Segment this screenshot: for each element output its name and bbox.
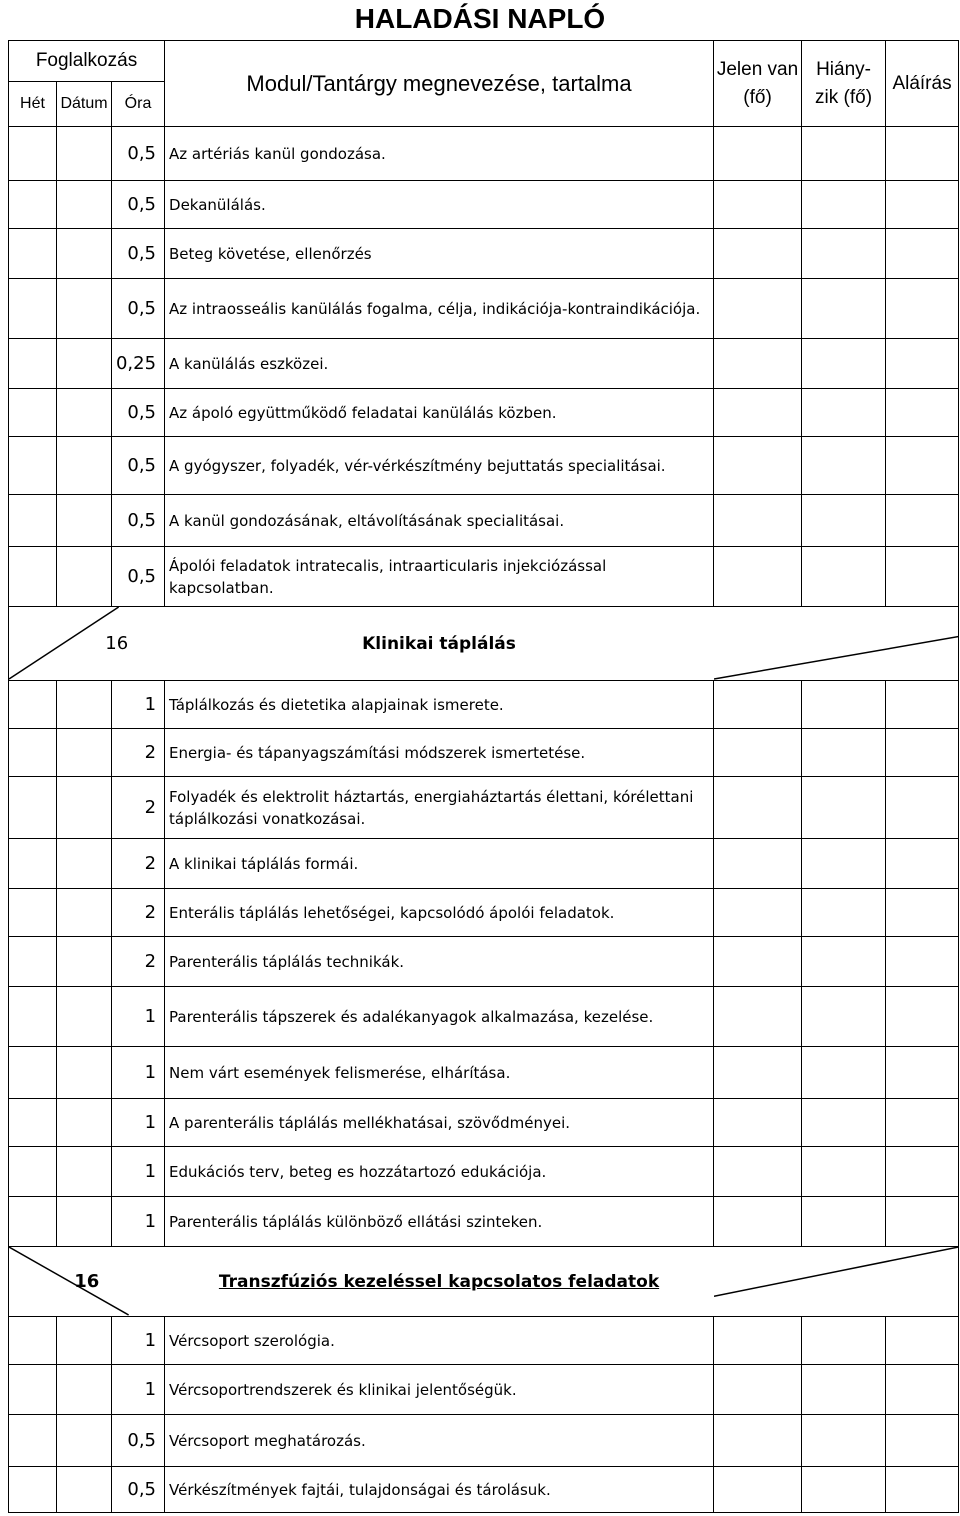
diagonal-line: [714, 607, 959, 680]
row-hours: 0,25: [112, 339, 165, 389]
table-row: [9, 729, 959, 777]
row-text: Energia- és tápanyagszámítási módszerek ismertetése.: [165, 729, 714, 777]
table-row: [9, 181, 959, 229]
row-hours: 0,5: [112, 437, 165, 495]
row-hours: 1: [112, 1147, 165, 1197]
header-hiany: [802, 41, 886, 127]
row-hours: 1: [112, 1197, 165, 1247]
row-hours: 0,5: [112, 127, 165, 181]
section-hours-cell: [9, 1247, 165, 1317]
row-hours: 0,5: [112, 389, 165, 437]
section-hours: 16: [74, 1271, 100, 1292]
table-row: [9, 279, 959, 339]
section-hours: 16: [105, 633, 129, 654]
table-row: [9, 1467, 959, 1513]
header-alairas: Aláírás: [886, 41, 959, 127]
row-hours: 1: [112, 987, 165, 1047]
row-hours: 0,5: [112, 495, 165, 547]
row-text: Táplálkozás és dietetika alapjainak ismerete.: [165, 681, 714, 729]
table-row: [9, 229, 959, 279]
table-row: [9, 987, 959, 1047]
row-hours: 2: [112, 937, 165, 987]
table-row: [9, 1317, 959, 1365]
row-text: A kanülálás eszközei.: [165, 339, 714, 389]
table-row: [9, 1415, 959, 1467]
table-row: [9, 937, 959, 987]
row-text: [165, 777, 714, 839]
row-hours: 2: [112, 839, 165, 889]
table-row: [9, 681, 959, 729]
row-text: A kanül gondozásának, eltávolításának specialitásai.: [165, 495, 714, 547]
table-row: [9, 889, 959, 937]
section-title: Klinikai táplálás: [165, 607, 714, 681]
row-text: Beteg követése, ellenőrzés: [165, 229, 714, 279]
header-foglalkozas: Foglalkozás: [9, 41, 165, 82]
section-hours-cell: [9, 607, 165, 681]
section-row: [9, 607, 959, 681]
row-text: A parenterális táplálás mellékhatásai, szövődményei.: [165, 1099, 714, 1147]
header-datum: Dátum: [57, 82, 112, 127]
section-title: Transzfúziós kezeléssel kapcsolatos feladatok: [165, 1247, 714, 1317]
row-text: Vércsoport meghatározás.: [165, 1415, 714, 1467]
row-hours: 1: [112, 1047, 165, 1099]
row-hours: 0,5: [112, 181, 165, 229]
row-text: Az intraosseális kanülálás fogalma, célja, indikációja-kontraindikációja.: [165, 279, 714, 339]
row-hours: 0,5: [112, 279, 165, 339]
table-row: [9, 777, 959, 839]
row-hours: 1: [112, 1317, 165, 1365]
table-row: [9, 1365, 959, 1415]
table-row: [9, 547, 959, 607]
row-hours: 1: [112, 1099, 165, 1147]
header-jelen-van-line1: Jelen van: [716, 58, 799, 80]
row-hours: 1: [112, 681, 165, 729]
row-text: Ápolói feladatok intratecalis, intraarticularis injekciózással kapcsolatban.: [165, 547, 714, 607]
header-jelen-van-line2: (fő): [743, 86, 772, 108]
row-text: Vércsoport szerológia.: [165, 1317, 714, 1365]
row-hours: 2: [112, 889, 165, 937]
header-row-1: [9, 41, 959, 82]
row-hours: 0,5: [112, 229, 165, 279]
section-right-cell: [714, 607, 959, 681]
header-jelen-van: [714, 41, 802, 127]
table-row: [9, 495, 959, 547]
table-row: [9, 1099, 959, 1147]
row-text: Enterális táplálás lehetőségei, kapcsolódó ápolói feladatok.: [165, 889, 714, 937]
table-row: [9, 1197, 959, 1247]
row-hours: 2: [112, 777, 165, 839]
row-text: A klinikai táplálás formái.: [165, 839, 714, 889]
header-het: Hét: [9, 82, 57, 127]
row-text: Nem várt események felismerése, elhárítása.: [165, 1047, 714, 1099]
row-text: Parenterális tápszerek és adalékanyagok alkalmazása, kezelése.: [165, 987, 714, 1047]
table-row: [9, 1147, 959, 1197]
row-text: Az artériás kanül gondozása.: [165, 127, 714, 181]
section-row: [9, 1247, 959, 1317]
row-text-line2: táplálkozási vonatkozásai.: [169, 809, 366, 828]
diagonal-line: [714, 1247, 959, 1316]
header-ora: Óra: [112, 82, 165, 127]
row-hours: 0,5: [112, 547, 165, 607]
row-text: Edukációs terv, beteg es hozzátartozó edukációja.: [165, 1147, 714, 1197]
header-hiany-line1: Hiány-: [816, 58, 871, 80]
row-hours: 0,5: [112, 1415, 165, 1467]
row-text: Parenterális táplálás technikák.: [165, 937, 714, 987]
page-title: HALADÁSI NAPLÓ: [354, 3, 606, 34]
row-text: Vércsoportrendszerek és klinikai jelentőségük.: [165, 1365, 714, 1415]
table-row: [9, 339, 959, 389]
row-text-line1: Folyadék és elektrolit háztartás, energiaháztartás élettani, kórélettani: [169, 787, 694, 806]
table-row: [9, 839, 959, 889]
row-text: A gyógyszer, folyadék, vér-vérkészítmény bejuttatás specialitásai.: [165, 437, 714, 495]
table-row: [9, 389, 959, 437]
row-hours: 0,5: [112, 1467, 165, 1513]
row-text: Az ápoló együttműködő feladatai kanülálás közben.: [165, 389, 714, 437]
table-row: [9, 127, 959, 181]
row-text: Dekanülálás.: [165, 181, 714, 229]
table-row: [9, 437, 959, 495]
row-hours: 1: [112, 1365, 165, 1415]
row-text: Vérkészítmények fajtái, tulajdonságai és tárolásuk.: [165, 1467, 714, 1513]
header-modul: Modul/Tantárgy megnevezése, tartalma: [165, 41, 714, 127]
table-row: [9, 1047, 959, 1099]
section-right-cell: [714, 1247, 959, 1317]
progress-log-table: [8, 40, 959, 1513]
row-text: Parenterális táplálás különböző ellátási szinteken.: [165, 1197, 714, 1247]
row-hours: 2: [112, 729, 165, 777]
header-hiany-line2: zik (fő): [815, 86, 873, 108]
